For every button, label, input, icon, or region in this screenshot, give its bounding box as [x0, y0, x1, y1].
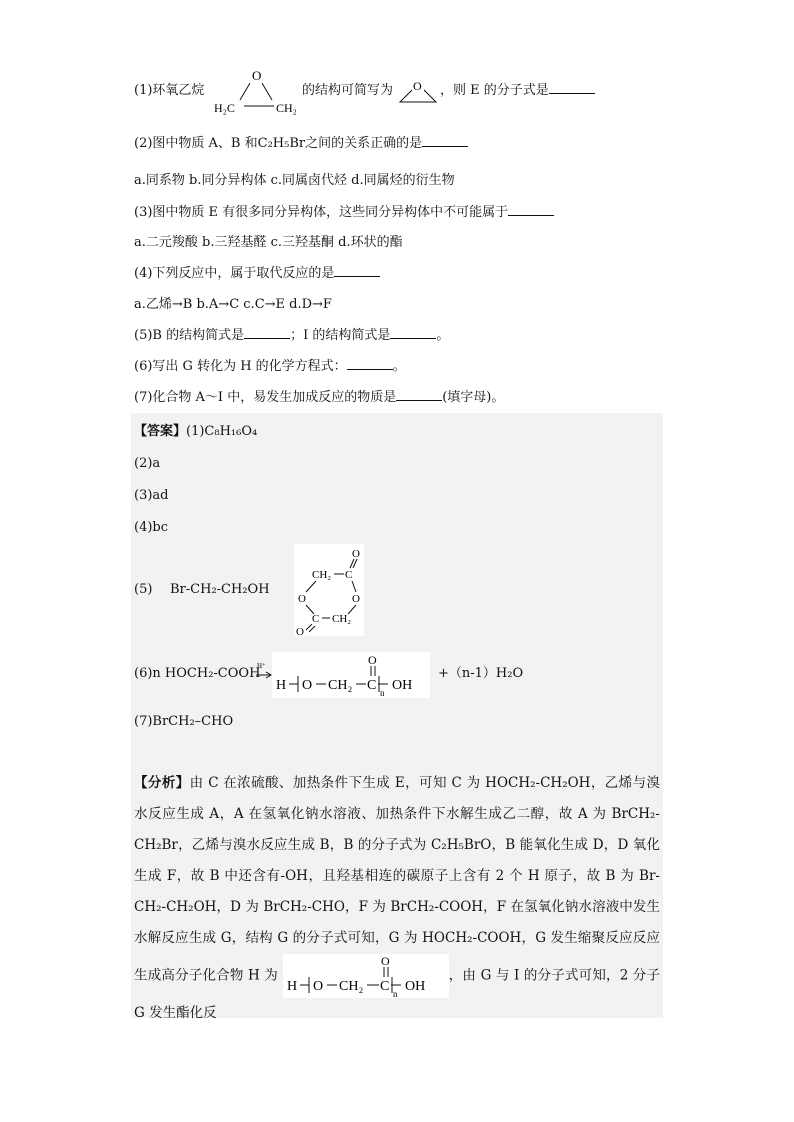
svg-text:H: H: [286, 979, 297, 994]
answer-2: (2)a: [134, 456, 161, 471]
svg-text:O: O: [312, 979, 323, 994]
question-2: (2)图中物质 A、B 和C₂H₅Br之间的关系正确的是: [134, 134, 468, 154]
svg-text:H⁺: H⁺: [257, 662, 266, 670]
answer-4: (4)bc: [134, 520, 169, 535]
answer-1: 【答案】(1)C₈H₁₆O₄: [134, 424, 258, 439]
svg-text:O: O: [302, 678, 313, 693]
epoxide-oxygen: O: [252, 68, 262, 83]
svg-text:CH₂: CH₂: [328, 678, 353, 693]
svg-text:CH₂: CH₂: [338, 979, 363, 994]
answer-blank[interactable]: [508, 203, 554, 216]
epoxide-short-oxygen: O: [413, 79, 422, 93]
svg-text:O: O: [352, 548, 360, 560]
question-6: (6)写出 G 转化为 H 的化学方程式： 。: [134, 359, 406, 374]
answer-blank[interactable]: [422, 134, 468, 147]
question-3: (3)图中物质 E 有很多同分异构体，这些同分异构体中不可能属于: [134, 203, 554, 223]
answer-blank[interactable]: [244, 326, 290, 339]
question-7: (7)化合物 A～I 中，易发生加成反应的物质是 (填字母)。: [134, 390, 505, 405]
question-1: [134, 81, 204, 101]
svg-text:n: n: [392, 989, 398, 998]
answer-7: (7)BrCH₂–CHO: [134, 714, 234, 729]
svg-text:O: O: [352, 593, 360, 605]
svg-text:OH: OH: [404, 979, 425, 994]
polymer-structure-answer: [272, 652, 430, 698]
svg-text:OH: OH: [392, 678, 413, 693]
svg-text:O: O: [296, 626, 304, 636]
epoxide-left-ch2: H₂C: [214, 101, 235, 115]
question-3-options: a.二元羧酸 b.三羟基醛 c.三羟基酮 d.环状的酯: [134, 235, 403, 250]
question-1-suffix: ，则 E 的分子式是: [440, 81, 595, 101]
answer-blank[interactable]: [334, 264, 380, 277]
question-5: (5)B 的结构简式是 ；I 的结构简式是 。: [134, 328, 450, 343]
answer-blank[interactable]: [549, 81, 595, 94]
answer-6: (6)n HOCH₂-COOH: [134, 666, 261, 681]
svg-text:O: O: [380, 954, 390, 968]
answer-6-suffix: +（n-1）H₂O: [438, 666, 524, 681]
answer-blank[interactable]: [396, 388, 442, 401]
answer-blank[interactable]: [347, 357, 393, 370]
svg-text:CH₂: CH₂: [312, 569, 332, 581]
epoxide-right-ch2: CH₂: [276, 101, 297, 115]
svg-text:H: H: [276, 678, 287, 693]
epoxide-structure: [210, 66, 302, 118]
svg-text:C: C: [379, 979, 389, 994]
svg-text:C: C: [345, 569, 353, 581]
answer-5-b: Br-CH₂-CH₂OH: [170, 582, 270, 597]
svg-text:C: C: [312, 613, 320, 625]
question-4-options: a.乙烯→B b.A→C c.C→E d.D→F: [134, 297, 332, 312]
question-4: (4)下列反应中，属于取代反应的是: [134, 264, 380, 284]
reaction-arrow: [254, 660, 274, 686]
svg-text:CH₂: CH₂: [332, 613, 352, 625]
analysis-label: 【分析】: [134, 775, 190, 791]
svg-text:O: O: [368, 653, 377, 667]
epoxide-short-structure: [398, 78, 438, 104]
analysis-paragraph: 【分析】由 C 在浓硫酸、加热条件下生成 E，可知 C 为 HOCH₂-CH₂OH，乙烯与溴水反应生成 A，A 在氢氧化钠水溶液、加热条件下水解生成乙二醇，故 A 为 BrCH₂-CH₂Br，乙烯与溴水反应生成 B，B 的分子式为 C₂H₅BrO，B 能氧化生成 D，D 氧化生成 F，故 B 中还含有-OH，且羟基相连的碳原子上含有 2 个 H 原子，故 B 为 Br-CH₂-CH₂OH，D 为 BrCH₂-CHO，F 为 BrCH₂-COOH，F 在氢氧化钠水溶液中发生水解反应生成 G，结构 G 的分子式可知，G 为 HOCH₂-COOH，G 发生缩聚反应反应生成高分子化合物 H 为 H O CH₂ C O n OH ，由 G 与 I 的分子式可知，2 分子 G 发生酯化反: [134, 775, 661, 1021]
svg-text:O: O: [298, 593, 306, 605]
answer-label: 【答案】: [134, 424, 187, 439]
q1-prefix: (1)环氧乙烷: [134, 83, 205, 98]
cyclic-ester-structure: [294, 544, 364, 636]
answer-blank[interactable]: [390, 326, 436, 339]
question-1-mid: 的结构可简写为: [302, 83, 394, 98]
svg-text:n: n: [380, 688, 385, 698]
question-2-options: a.同系物 b.同分异构体 c.同属卤代烃 d.同属烃的衍生物: [134, 173, 455, 188]
svg-text:C: C: [367, 678, 377, 693]
polymer-structure-analysis: [283, 954, 449, 998]
answer-5: (5): [134, 582, 153, 597]
answer-3: (3)ad: [134, 488, 169, 503]
